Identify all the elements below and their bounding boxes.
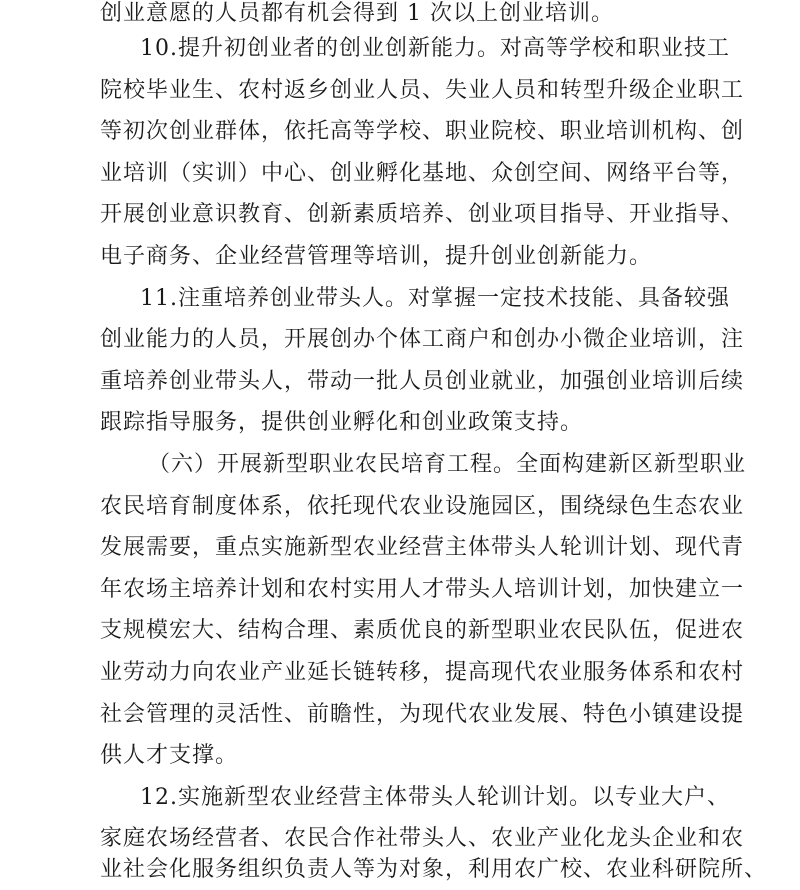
text-line: 跟踪指导服务，提供创业孵化和创业政策支持。	[100, 410, 584, 435]
text-line: 家庭农场经营者、农民合作社带头人、农业产业化龙头企业和农	[100, 826, 745, 851]
text-line: 创业意愿的人员都有机会得到 1 次以上创业培训。	[100, 1, 614, 26]
text-line-paragraph-11-start: 11.注重培养创业带头人。对掌握一定技术技能、具备较强	[140, 286, 730, 311]
text-line: 院校毕业生、农村返乡创业人员、失业人员和转型升级企业职工	[100, 78, 745, 103]
text-line: 重培养创业带头人，带动一批人员创业就业，加强创业培训后续	[100, 369, 745, 394]
text-line: 农民培育制度体系，依托现代农业设施园区，围绕绿色生态农业	[100, 494, 745, 519]
text-line: 开展创业意识教育、创新素质培养、创业项目指导、开业指导、	[100, 202, 745, 227]
text-line: 社会管理的灵活性、前瞻性，为现代农业发展、特色小镇建设提	[100, 702, 745, 727]
text-line: 支规模宏大、结构合理、素质优良的新型职业农民队伍，促进农	[100, 618, 745, 643]
text-line: 发展需要，重点实施新型农业经营主体带头人轮训计划、现代青	[100, 535, 745, 560]
text-line: 年农场主培养计划和农村实用人才带头人培训计划，加快建立一	[100, 577, 745, 602]
text-line-paragraph-10-start: 10.提升初创业者的创业创新能力。对高等学校和职业技工	[140, 36, 730, 61]
text-line: 供人才支撑。	[100, 743, 239, 768]
text-line-section-six-start: （六）开展新型职业农民培育工程。全面构建新区新型职业	[148, 452, 747, 477]
text-line-paragraph-12-start: 12.实施新型农业经营主体带头人轮训计划。以专业大户、	[140, 785, 730, 810]
text-line: 业劳动力向农业产业延长链转移，提高现代农业服务体系和农村	[100, 660, 745, 685]
text-line: 电子商务、企业经营管理等培训，提升创业创新能力。	[100, 244, 653, 269]
text-line: 等初次创业群体，依托高等学校、职业院校、职业培训机构、创	[100, 119, 745, 144]
text-line: 业培训（实训）中心、创业孵化基地、众创空间、网络平台等，	[100, 161, 745, 186]
text-line: 业社会化服务组织负责人等为对象，利用农广校、农业科研院所、	[100, 857, 768, 882]
text-line: 创业能力的人员，开展创办个体工商户和创办小微企业培训，注	[100, 327, 745, 352]
